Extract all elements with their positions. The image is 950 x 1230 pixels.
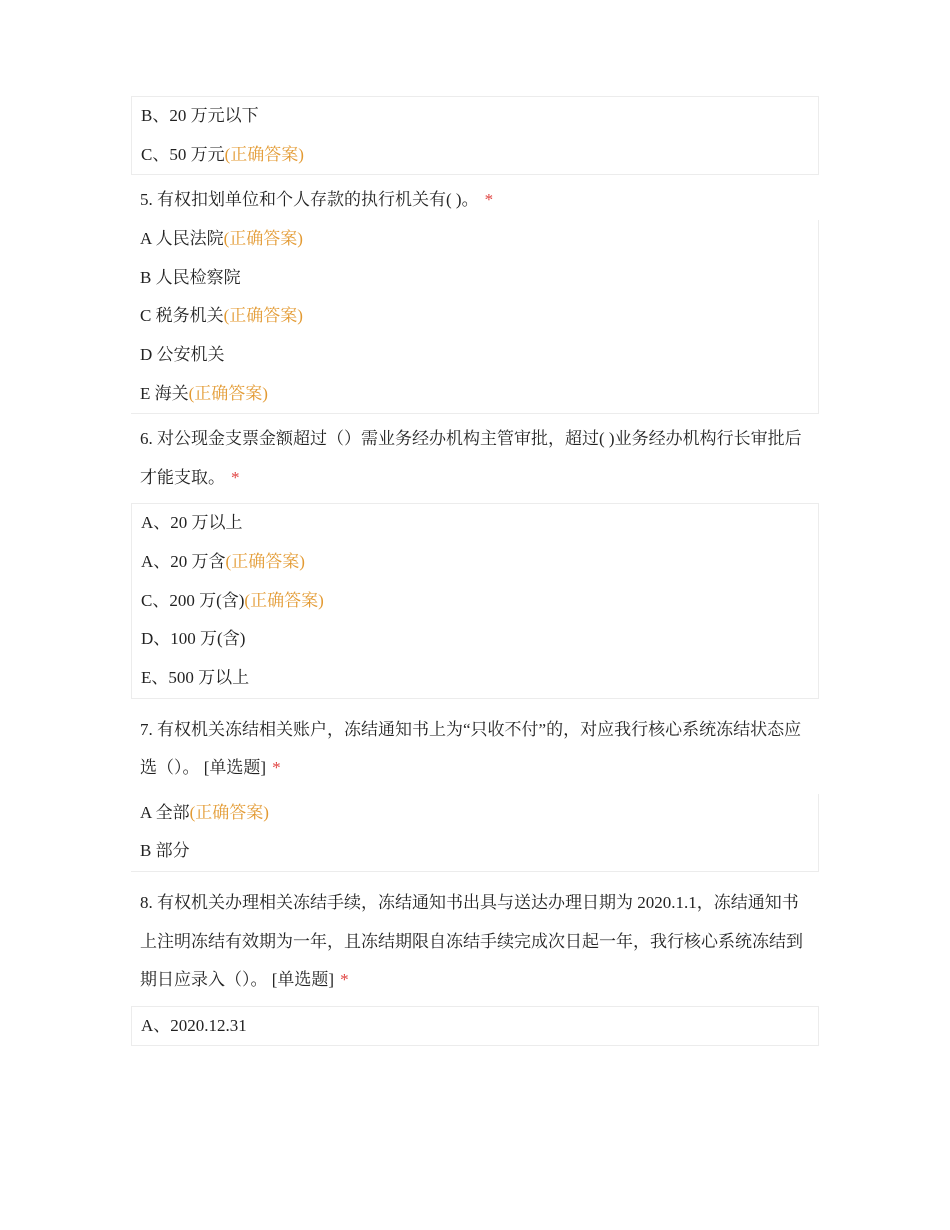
option: A 全部(正确答案) <box>140 802 269 822</box>
option: D、100 万(含) <box>141 629 246 649</box>
option: A、20 万含(正确答案) <box>141 552 305 571</box>
option: C、50 万元(正确答案) <box>141 144 304 164</box>
correct-answer-tag: (正确答案) <box>189 802 269 822</box>
question-6-title: 6. 对公现金支票金额超过（）需业务经办机构主管审批，超过( )业务经办机构行长审批后才能支取。 * <box>140 429 802 487</box>
option: D 公安机关 <box>140 344 225 364</box>
correct-answer-tag: (正确答案) <box>244 590 324 610</box>
required-mark: * <box>340 970 349 990</box>
option: B 人民检察院 <box>140 267 241 287</box>
exam-page <box>131 96 819 1046</box>
option: A、20 万以上 <box>141 513 243 533</box>
option: C 税务机关(正确答案) <box>140 306 303 326</box>
option: E、500 万以上 <box>141 668 250 688</box>
question-7-title: 7. 有权机关冻结相关账户，冻结通知书上为“只收不付”的，对应我行核心系统冻结状态应选（）。 [单选题] * <box>140 719 802 778</box>
question-5-title: 5. 有权扣划单位和个人存款的执行机关有( )。 * <box>140 190 494 210</box>
required-mark: * <box>272 758 281 778</box>
required-mark: * <box>484 190 494 210</box>
correct-answer-tag: (正确答案) <box>224 144 304 164</box>
correct-answer-tag: (正确答案) <box>223 228 303 248</box>
option-list <box>131 220 819 414</box>
correct-answer-tag: (正确答案) <box>188 383 268 403</box>
required-mark: * <box>231 467 240 487</box>
question-8-title: 8. 有权机关办理相关冻结手续，冻结通知书出具与送达办理日期为 2020.1.1，冻结通知书上注明冻结有效期为一年，且冻结期限自冻结手续完成次日起一年，我行核心系统冻结到期日应录入（）。 [单选题] * <box>140 893 803 990</box>
option: A 人民法院(正确答案) <box>140 228 303 248</box>
option-list <box>131 503 819 698</box>
option: C、200 万(含)(正确答案) <box>141 590 324 610</box>
option: B 部分 <box>140 841 190 861</box>
option: B、20 万元以下 <box>141 106 259 125</box>
correct-answer-tag: (正确答案) <box>225 552 305 571</box>
option: A、2020.12.31 <box>141 1015 247 1035</box>
option-list <box>131 1006 819 1047</box>
correct-answer-tag: (正确答案) <box>223 306 303 326</box>
option-list <box>131 794 819 872</box>
option-list <box>131 96 819 175</box>
option: E 海关(正确答案) <box>140 383 268 403</box>
